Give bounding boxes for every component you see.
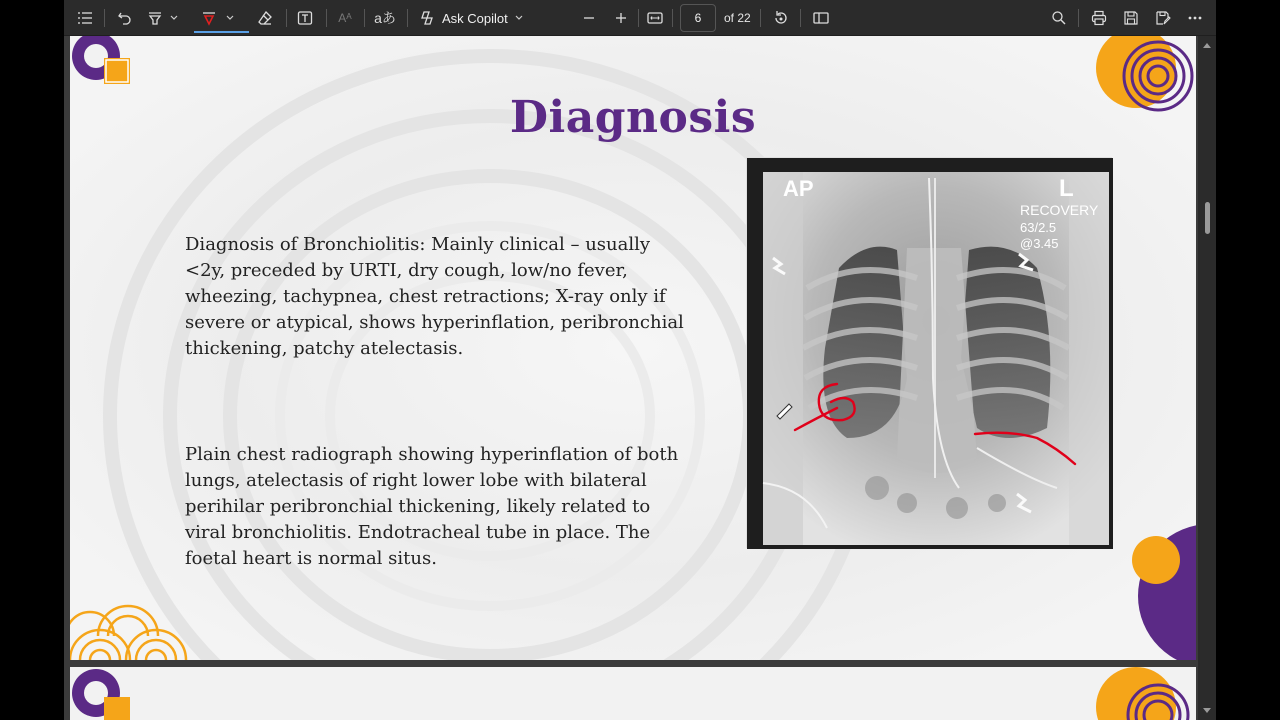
xray-label-l: L <box>1059 175 1074 202</box>
highlight-icon[interactable] <box>144 6 166 30</box>
pdf-page <box>70 36 1196 660</box>
scroll-thumb[interactable] <box>1205 202 1210 234</box>
xray-label-ap: AP <box>783 176 814 201</box>
zoom-in-icon[interactable] <box>610 6 632 30</box>
text-box-icon[interactable] <box>294 6 316 30</box>
highlight-options-chevron-icon[interactable] <box>168 6 180 30</box>
print-icon[interactable] <box>1088 6 1110 30</box>
scroll-up-icon[interactable] <box>1203 42 1211 48</box>
search-icon[interactable] <box>1048 6 1070 30</box>
bronchiolitis-diagnosis-text: Diagnosis of Bronchiolitis: Mainly clinical – usually <2y, preceded by URTI, dry cough, low/no fever, wheezing, tachypnea, chest retractions; X-ray only if severe or atypical, shows hyperinflation, peribronchial thickening, patchy atelectasis. <box>185 234 684 359</box>
xray-label-recovery: RECOVERY <box>1020 202 1099 218</box>
draw-icon[interactable] <box>198 6 220 30</box>
rotate-icon[interactable] <box>770 6 792 30</box>
scroll-down-icon[interactable] <box>1203 708 1211 714</box>
more-icon[interactable] <box>1184 6 1206 30</box>
copilot-icon <box>419 10 435 26</box>
pdf-viewer <box>64 0 1216 720</box>
read-aloud-icon[interactable]: Aᴬ <box>338 11 352 25</box>
page-total: of 22 <box>724 11 751 25</box>
ask-copilot-label: Ask Copilot <box>442 10 508 26</box>
save-icon[interactable] <box>1120 6 1142 30</box>
slide-title: Diagnosis <box>509 92 757 143</box>
page-view-icon[interactable] <box>810 6 832 30</box>
save-as-icon[interactable] <box>1152 6 1174 30</box>
toolbar <box>64 0 1216 36</box>
contents-icon[interactable] <box>74 6 96 30</box>
undo-icon[interactable] <box>114 6 136 30</box>
ask-copilot-button[interactable] <box>419 6 523 30</box>
next-page-decor <box>70 667 1196 720</box>
page-number-input[interactable] <box>680 4 716 32</box>
xray-label-value2: @3.45 <box>1020 236 1059 251</box>
radiograph-description-text: Plain chest radiograph showing hyperinflation of both lungs, atelectasis of right lower lobe with bilateral perihilar peribronchial thickening, likely related to viral bronchiolitis. Endotracheal tube in place. The foetal heart is normal situs. <box>185 444 679 569</box>
zoom-out-icon[interactable] <box>578 6 600 30</box>
draw-options-chevron-icon[interactable] <box>224 6 236 30</box>
pdf-next-page <box>70 667 1196 720</box>
erase-icon[interactable] <box>254 6 276 30</box>
chest-xray-image <box>746 157 1112 548</box>
fit-page-icon[interactable] <box>644 6 666 30</box>
xray-label-value1: 63/2.5 <box>1020 220 1057 235</box>
chevron-down-icon <box>515 15 523 21</box>
draw-active-indicator <box>194 31 249 33</box>
translate-icon[interactable]: aあ <box>374 10 396 26</box>
vertical-scrollbar[interactable] <box>1198 36 1216 720</box>
